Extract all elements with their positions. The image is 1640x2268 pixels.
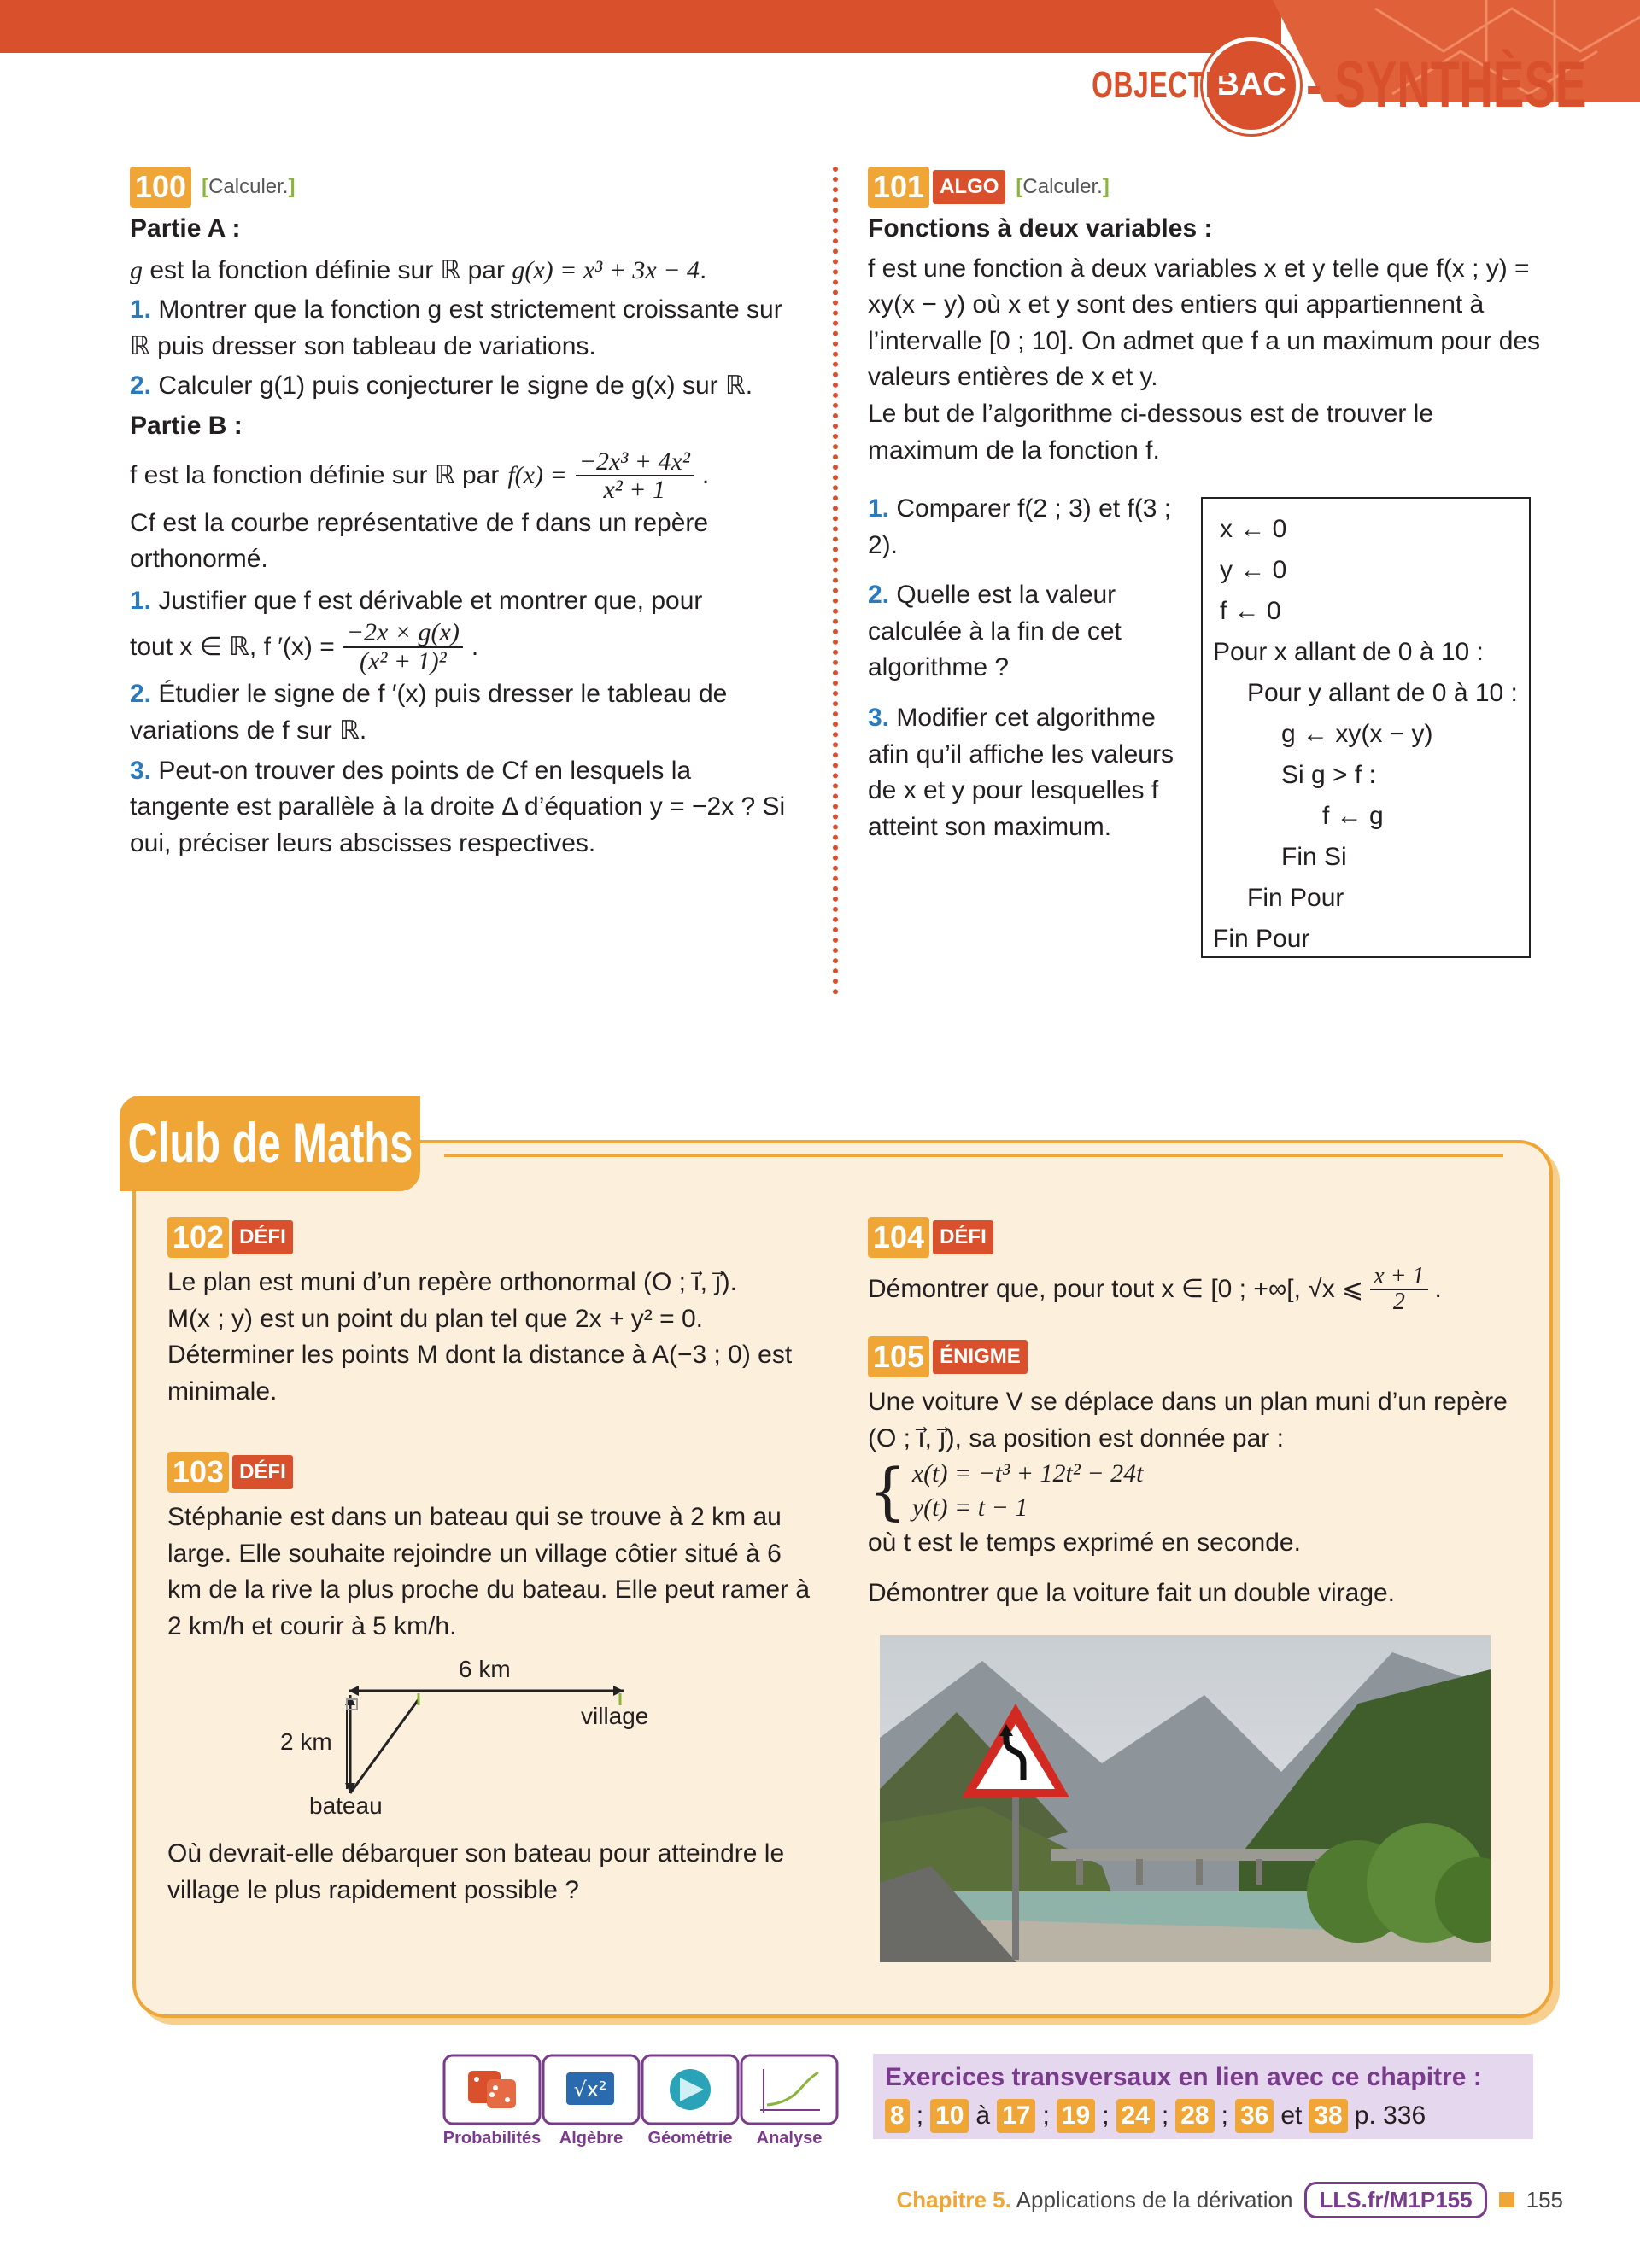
page-reference: p. 336 (1354, 2101, 1426, 2130)
chapter-number: Chapitre 5. (896, 2187, 1011, 2212)
lls-link[interactable]: LLS.fr/M1P155 (1304, 2182, 1486, 2218)
algo-line: f ← g (1322, 802, 1384, 830)
exercise-title: Fonctions à deux variables : (868, 214, 1213, 243)
exercise-number: 105 (868, 1336, 929, 1377)
ex105-system: { x(t) = −t³ + 12t² − 24t y(t) = t − 1 (868, 1455, 1144, 1528)
exercise-ref[interactable]: 10 (930, 2099, 969, 2133)
algo-line: Fin Si (1281, 843, 1347, 871)
part-b-definition: f est la fonction définie sur ℝ par f(x) = $\frac{\text{−2x³ + 4x²}}{\text{x² + 1}}$ . (130, 447, 710, 505)
page-title: - SYNTHÈSE (1305, 49, 1586, 122)
question-b1: 1. Justifier que f est dérivable et montrer que, pour (130, 586, 703, 615)
ex102-line1: Le plan est muni d’un repère orthonormal (O ; i⃗, j⃗). (167, 1268, 737, 1296)
algo-line: Pour x allant de 0 à 10 : (1213, 638, 1484, 666)
algo-line: x ← 0 (1220, 515, 1287, 543)
section-header (1038, 41, 1640, 130)
page-number: 155 (1526, 2187, 1563, 2212)
club-title: Club de Maths (120, 1096, 420, 1191)
exercise-ref[interactable]: 36 (1235, 2099, 1274, 2133)
road-sign-photo (880, 1635, 1491, 1962)
ex105-line1: Une voiture V se déplace dans un plan muni d’un repère (O ; i⃗, j⃗), sa position est donnée par : (868, 1388, 1508, 1453)
exercise-goal: Le but de l’algorithme ci-dessous est de trouver le maximum de la fonction f. (868, 399, 1434, 465)
cat-geometrie: Géométrie (647, 2129, 733, 2148)
algo-line: f ← 0 (1220, 597, 1281, 625)
ex103-text: Stéphanie est dans un bateau qui se trouve à 2 km au large. Elle souhaite rejoindre un village côtier situé à 6 km de la rive la plus proche du bateau. Elle peut ramer à 2 km/h et courir à 5 km/h. (167, 1503, 811, 1640)
ex102-line2: M(x ; y) est un point du plan tel que 2x + y² = 0. (167, 1304, 703, 1333)
geometry-icon (670, 2069, 711, 2110)
question-2: 2. Quelle est la valeur calculée à la fin de cet algorithme ? (868, 581, 1122, 682)
defi-tag: DÉFI (933, 1220, 993, 1254)
ex102-line3: Déterminer les points M dont la distance à A(−3 ; 0) est minimale. (167, 1341, 793, 1406)
ex105-line2: où t est le temps exprimé en seconde. (868, 1529, 1301, 1558)
hint-label: [Calculer.] (1016, 174, 1110, 198)
question-a1: 1. Montrer que la fonction g est strictement croissante sur ℝ puis dresser son tableau de variations. (130, 295, 782, 360)
exercise-ref[interactable]: 17 (997, 2099, 1035, 2133)
svg-text:√x²: √x² (573, 2078, 607, 2101)
club-title-line (444, 1154, 1503, 1157)
exercise-number: 104 (868, 1217, 929, 1258)
page-marker (1499, 2192, 1514, 2207)
question-b3: 3. Peut-on trouver des points de Cf en lesquels la tangente est parallèle à la droite Δ d’équation y = −2x ? Si oui, préciser leurs abscisses respectives. (130, 756, 786, 857)
equation-y: y(t) = t − 1 (911, 1493, 1028, 1523)
page-footer (897, 2182, 1564, 2218)
fig-village: village (581, 1703, 649, 1729)
bac-badge: BAC (1207, 41, 1296, 130)
ex105-line3: Démontrer que la voiture fait un double virage. (868, 1578, 1396, 1607)
exercise-ref[interactable]: 8 (885, 2099, 910, 2133)
algo-line: Fin Pour (1247, 884, 1344, 912)
algo-line: Si g > f : (1281, 761, 1376, 789)
question-3: 3. Modifier cet algorithme afin qu’il affiche les valeurs de x et y pour lesquelles f atteint son maximum. (868, 703, 1174, 841)
exercise-101-questions (868, 491, 1184, 845)
defi-tag: DÉFI (232, 1220, 293, 1254)
exercise-number: 100 (130, 167, 191, 208)
column-separator (833, 167, 838, 995)
ex103-question: Où devrait-elle débarquer son bateau pour atteindre le village le plus rapidement possible ? (167, 1839, 785, 1904)
algo-line: y ← 0 (1220, 556, 1287, 584)
fig-2km: 2 km (280, 1728, 332, 1755)
exercise-intro: f est une fonction à deux variables x et y telle que f(x ; y) = xy(x − y) où x et y sont des entiers qui appartiennent à l’intervalle [0 ; 10]. On admet que f a un maximum pour des valeurs entières de x et y. (868, 254, 1541, 392)
cross-exercises-box (873, 2054, 1533, 2139)
exercise-ref[interactable]: 19 (1057, 2099, 1095, 2133)
question-1: 1. Comparer f(2 ; 3) et f(3 ; 2). (868, 494, 1172, 559)
fig-bateau: bateau (309, 1792, 383, 1819)
question-b1-formula: tout x ∈ ℝ, f ′(x) = $\frac{-2x \times g(x)}{\text{(x² + 1)²}}$ . (130, 618, 479, 675)
ex104-text: Démontrer que, pour tout x ∈ [0 ; +∞[, √x ⩽ (868, 1274, 1364, 1303)
exercise-ref[interactable]: 38 (1309, 2099, 1347, 2133)
part-a-definition: g est la fonction définie sur ℝ par g(x) = x³ + 3x − 4. (130, 255, 707, 284)
cat-analyse: Analyse (756, 2129, 823, 2148)
exercise-ref[interactable]: 24 (1116, 2099, 1155, 2133)
question-b2: 2. Étudier le signe de f ′(x) puis dresser le tableau de variations de f sur ℝ. (130, 680, 728, 745)
algebra-icon (566, 2072, 614, 2105)
exercise-103 (167, 1452, 817, 1645)
algorithm-box (1201, 497, 1531, 958)
algo-line: Fin Pour (1213, 925, 1310, 953)
algo-line: Pour y allant de 0 à 10 : (1247, 679, 1518, 707)
exercise-105 (868, 1336, 1517, 1611)
exercise-number: 101 (868, 167, 929, 208)
question-a2: 2. Calculer g(1) puis conjecturer le signe de g(x) sur ℝ. (130, 371, 753, 400)
cat-probabilites: Probabilités (442, 2129, 542, 2148)
exercise-100 (130, 167, 788, 862)
part-b-curve: Cf est la courbe représentative de f dans un repère orthonormé. (130, 508, 709, 574)
part-a-title: Partie A : (130, 214, 241, 243)
equation-x: x(t) = −t³ + 12t² − 24t (911, 1459, 1144, 1488)
hint-label: [Calculer.] (202, 174, 296, 198)
cross-exercises-refs: 8 ; 10 à 17 ; 19 ; 24 ; 28 ; 36 et 38 p. 336 (885, 2098, 1521, 2135)
cat-algebre: Algèbre (559, 2129, 624, 2148)
mountain-landscape-image (880, 1635, 1491, 1962)
exercise-102 (167, 1217, 817, 1410)
exercise-104: 104 DÉFI Démontrer que, pour tout x ∈ [0 ; +∞[, √x ⩽ x + 1 2 . (868, 1217, 1517, 1314)
part-b-title: Partie B : (130, 411, 243, 440)
header-objectif: OBJECTIF (1092, 63, 1231, 106)
exercise-number: 103 (167, 1452, 229, 1493)
fig-6km: 6 km (459, 1656, 511, 1682)
exercise-101 (868, 167, 1543, 469)
chapter-title: Applications de la dérivation (1016, 2187, 1293, 2212)
exercise-number: 102 (167, 1217, 229, 1258)
algo-line: g ← xy(x − y) (1281, 720, 1433, 748)
algo-tag: ALGO (933, 170, 1005, 204)
cross-exercises-title: Exercices transversaux en lien avec ce chapitre : (885, 2063, 1482, 2091)
defi-tag: DÉFI (232, 1455, 293, 1489)
exercise-ref[interactable]: 28 (1175, 2099, 1214, 2133)
enigme-tag: ÉNIGME (933, 1340, 1028, 1374)
